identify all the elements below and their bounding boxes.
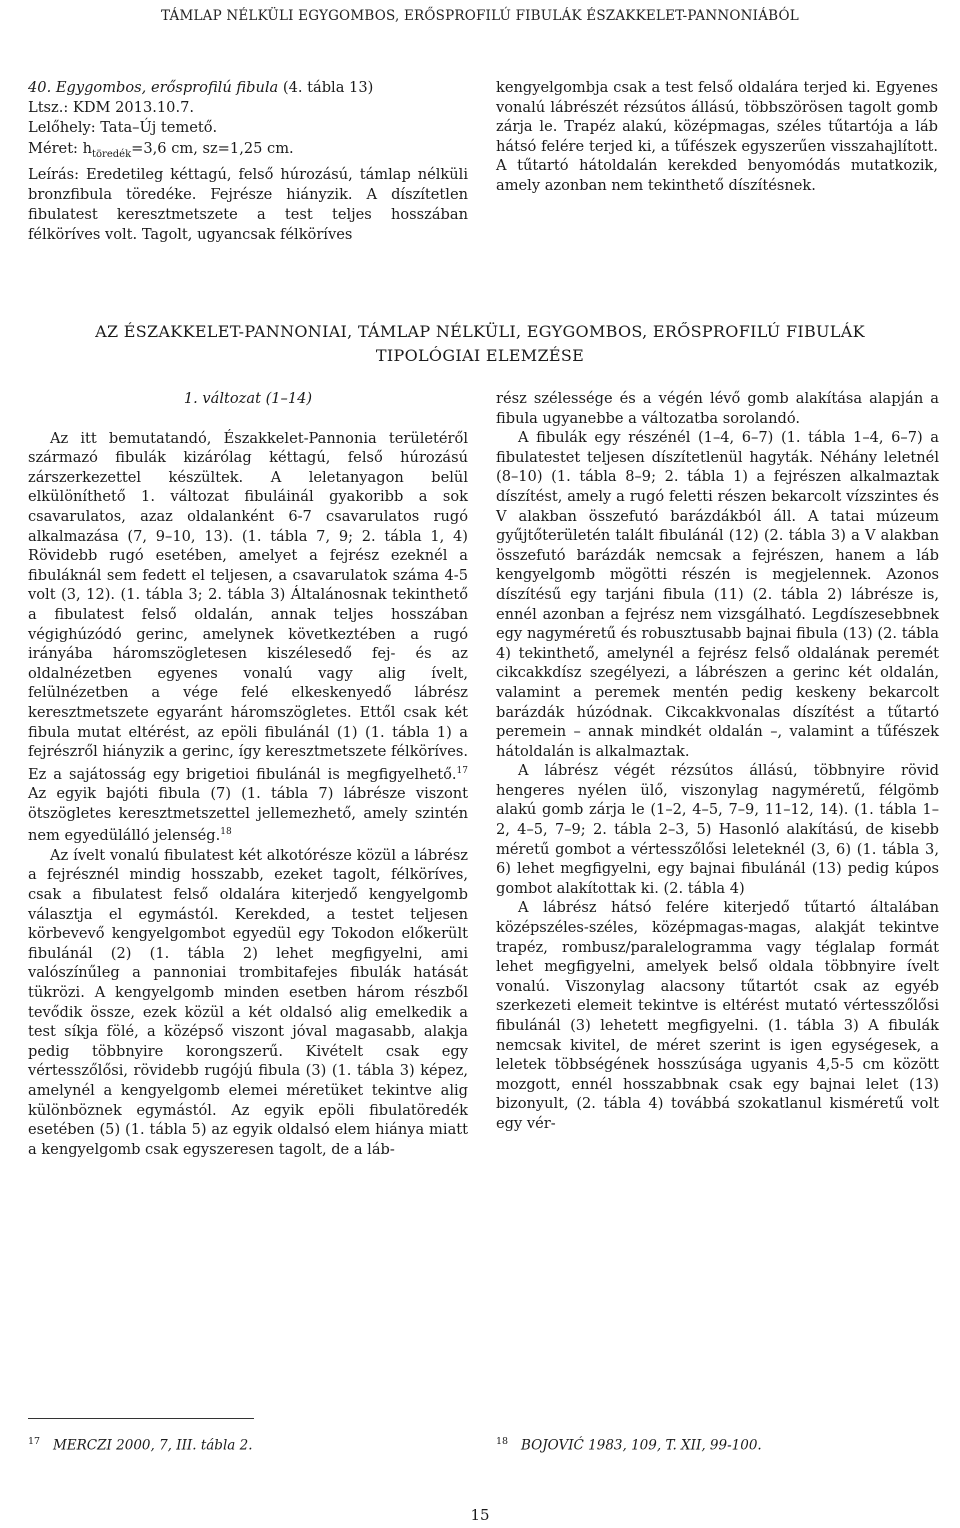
- footnote-17: [28, 1436, 253, 1454]
- entry-size: [28, 139, 468, 165]
- footnote-18: [496, 1436, 762, 1454]
- entry-size-prefix: Méret: h: [28, 139, 93, 157]
- footnote-18-number: 18: [496, 1436, 509, 1447]
- body-paragraph-r3: A lábrész hátsó felére kiterjedő tűtartó általában középszéles-széles, középmagas-magas, alakját tekintve trapéz, rombusz/paralelogramma vagy téglalap formát lehet megfigyelni, amelyek belső oldala többnyire ívelt vonalú. Viszonylag alacsony tűtartót csak az egyéb szerkezeti elemeit tekintve is eltérést mutató vértesszőlősi fibulánál (3) lehetett megfigyelni. (1. tábla 3) A fibulák nemcsak kivitel, de méret szerint is igen egységesek, a leletek többségének hosszúsága ugyanis 4,5-5 cm között mozgott, ennél hosszabbnak csak egy bajnai lelet (13) bizonyult, (2. tábla 4) továbbá szokatlanul kisméretű volt egy vér-: [496, 899, 939, 1132]
- entry-inventory: Ltsz.: KDM 2013.10.7.: [28, 99, 195, 117]
- body-right-column: [496, 389, 939, 1134]
- body-left-column: [28, 389, 468, 1159]
- footnote-18-text: BOJOVIĆ 1983, 109, T. XII, 99-100.: [520, 1437, 762, 1454]
- entry-size-sub: töredék: [92, 148, 132, 160]
- body-paragraph-r2: A lábrész végét rézsútos állású, többnyire rövid hengeres nyélen ülő, viszonylag nagyméretű, félgömb alakú gomb zárja le (1–2, 4–5, 7–9, 11–12, 14). (1. tábla 1–2, 4–5, 7–9; 2. tábla 2–3, 5) Hasonló alakítású, de kisebb méretű gombot a vértesszőlősi leleteknél (3, 6) (1. tábla 3, 6) lehet megfigyelni, egy bajnai fibulánál (13) pedig kúpos gombot alakítottak ki. (2. tábla 4): [496, 762, 939, 897]
- catalog-entry: [28, 78, 468, 246]
- entry-description-cont: kengyelgombja csak a test felső oldalára terjed ki. Egyenes vonalú lábrészét rézsútos állású, többszörösen tagolt gomb zárja le. Trapéz alakú, középmagas, széles tűtartója a láb hátsó felére terjed ki, a tűfészek egyszerűen visszahajlított. A tűtartó hátoldalán kerekded benyomódás mutatkozik, amely azonban nem tekinthető díszítésnek.: [496, 79, 938, 194]
- body-paragraph-1-a: Az itt bemutatandó, Északkelet-Pannonia területéről származó fibulák kizárólag kéttagú, felső húrozású zárszerkezettel készültek. A leletanyagon belül elkülöníthető 1. változat fibuláinál gyakoribb a sok csavarulatos, azaz oldalanként 6-7 csavarulatos rugó alkalmazása (7, 9–10, 13). (1. tábla 7, 9; 2. tábla 1, 4) Rövidebb rugó esetében, amelyet a fejrész ezeknél a fibuláknál sem fedett el teljesen, a csavarulatok száma 4-5 volt (3, 12). (1. tábla 3; 2. tábla 3) Általánosnak tekinthető a fibulatest felső oldalán, annak teljes hosszában végighúzódó gerinc, amelynek következtében a rugó irányába háromszögletesen kiszélesedő fej- és az oldalnézetben egyenes vonalú vagy alig ívelt, felülnézetben a vége felé elkeskenyedő lábrész keresztmetszete egyaránt háromszögletes. Ettől csak két fibula mutat eltérést, az epöli fibulánál (1) (1. tábla 1) a fejrészről hiányzik a gerinc, így keresztmetszete félköríves. Ez a sajátosság egy brigetioi fibulánál is megfigyelhető.: [28, 429, 468, 783]
- variant-title: 1. változat (1–14): [183, 390, 313, 407]
- entry-title-line: [28, 78, 468, 98]
- body-paragraph-1: [28, 429, 468, 846]
- entry-size-rest: =3,6 cm, sz=1,25 cm.: [131, 139, 294, 157]
- body-paragraph-r0: rész szélessége és a végén lévő gomb alakítása alapján a fibula ugyanebbe a változatba sorolandó.: [496, 390, 939, 427]
- page-number: 15: [470, 1506, 490, 1524]
- running-head: TÁMLAP NÉLKÜLI EGYGOMBOS, ERŐSPROFILÚ FIBULÁK ÉSZAKKELET-PANNONIÁBÓL: [161, 8, 799, 24]
- footnote-17-text: MERCZI 2000, 7, III. tábla 2.: [52, 1437, 253, 1454]
- footnote-ref-17[interactable]: 17: [456, 765, 468, 776]
- body-paragraph-2: Az ívelt vonalú fibulatest két alkotórésze közül a lábrész a fejrésznél mindig hosszabb, ezeket tagolt, félköríves, csak a fibulatest felső oldalára kiterjedő kengyelgomb választja el egymástól. Kerekded, a testet teljesen körbevevő kengyelgombot egyedül egy Tokodon előkerült fibulánál (2) (1. tábla 2) lehet megfigyelni, ami valószínűleg a pannoniai trombitafejes fibulák hatását tükrözi. A kengyelgomb minden esetben három részből tevődik össze, ezek közül a két oldalsó alig emelkedik a test síkja fölé, a középső viszont jóval magasabb, alakja pedig többnyire korongszerű. Kivételt csak egy vértesszőlősi, rövidebb rugójú fibula (3) (1. tábla 3) képez, amelynél a kengyelgomb elemei méretüket tekintve alig különböznek egymástól. Az egyik epöli fibulatöredék esetében (5) (1. tábla 5) az egyik oldalsó elem hiánya miatt a kengyelgomb csak egyszeresen tagolt, de a láb-: [28, 846, 468, 1158]
- section-heading-line2: TIPOLÓGIAI ELEMZÉSE: [375, 346, 585, 365]
- entry-description: Leírás: Eredetileg kéttagú, felső húrozású, támlap nélküli bronzfibula töredéke. Fejrésze hiányzik. A díszítetlen fibulatest keresztmetszete a test teljes hosszában félköríves volt. Tagolt, ugyancsak félköríves: [28, 165, 468, 244]
- body-paragraph-1-b: Az egyik bajóti fibula (7) (1. tábla 7) lábrésze viszont ötszögletes keresztmetszettel jellemezhető, amely szintén nem egyedülálló jelenség.: [28, 785, 468, 845]
- entry-findspot: Lelőhely: Tata–Új temető.: [28, 119, 218, 137]
- footnote-ref-18[interactable]: 18: [220, 827, 232, 838]
- entry-title: 40. Egygombos, erősprofilú fibula: [28, 79, 279, 96]
- footnote-17-number: 17: [28, 1436, 41, 1447]
- entry-title-ref: (4. tábla 13): [278, 79, 374, 96]
- catalog-entry-continued: [496, 78, 938, 196]
- body-paragraph-r1: A fibulák egy részénél (1–4, 6–7) (1. tábla 1–4, 6–7) a fibulatestet teljesen díszítetlenül hagyták. Néhány leletnél (8–10) (1. tábla 8–9; 2. tábla 1) a fejrészen alkalmaztak díszítést, amely a rugó feletti részen bekarcolt vízszintes és V alakban összefutó barázdákból áll. A tatai múzeum gyűjtőterületén talált fibulánál (12) (2. tábla 3) a V alakban összefutó barázdák nemcsak a fejrészen, hanem a láb kengyelgomb mögötti részén is megjelennek. Azonos díszítésű egy tarjáni fibula (11) (2. tábla 2) lábrésze is, ennél azonban a fejrész nem vizsgálható. Legdíszesebbnek egy nagyméretű és robusztusabb bajnai fibula (13) (2. tábla 4) tekinthető, amelynél a fejrész felső oldalának peremét cikcakkdísz szegélyezi, a lábrészen a gerinc két oldalán, valamint a peremek mentén pedig keskeny bekarcolt barázdák húzódnak. Cikcakkvonalas díszítést a tűtartó peremein – annak mindkét oldalán –, valamint a tűfészek hátoldalán is alkalmaztak.: [496, 429, 939, 760]
- footnote-rule: [28, 1418, 254, 1419]
- section-heading-line1: AZ ÉSZAKKELET-PANNONIAI, TÁMLAP NÉLKÜLI, EGYGOMBOS, ERŐSPROFILÚ FIBULÁK: [95, 322, 865, 341]
- section-heading: [60, 320, 900, 368]
